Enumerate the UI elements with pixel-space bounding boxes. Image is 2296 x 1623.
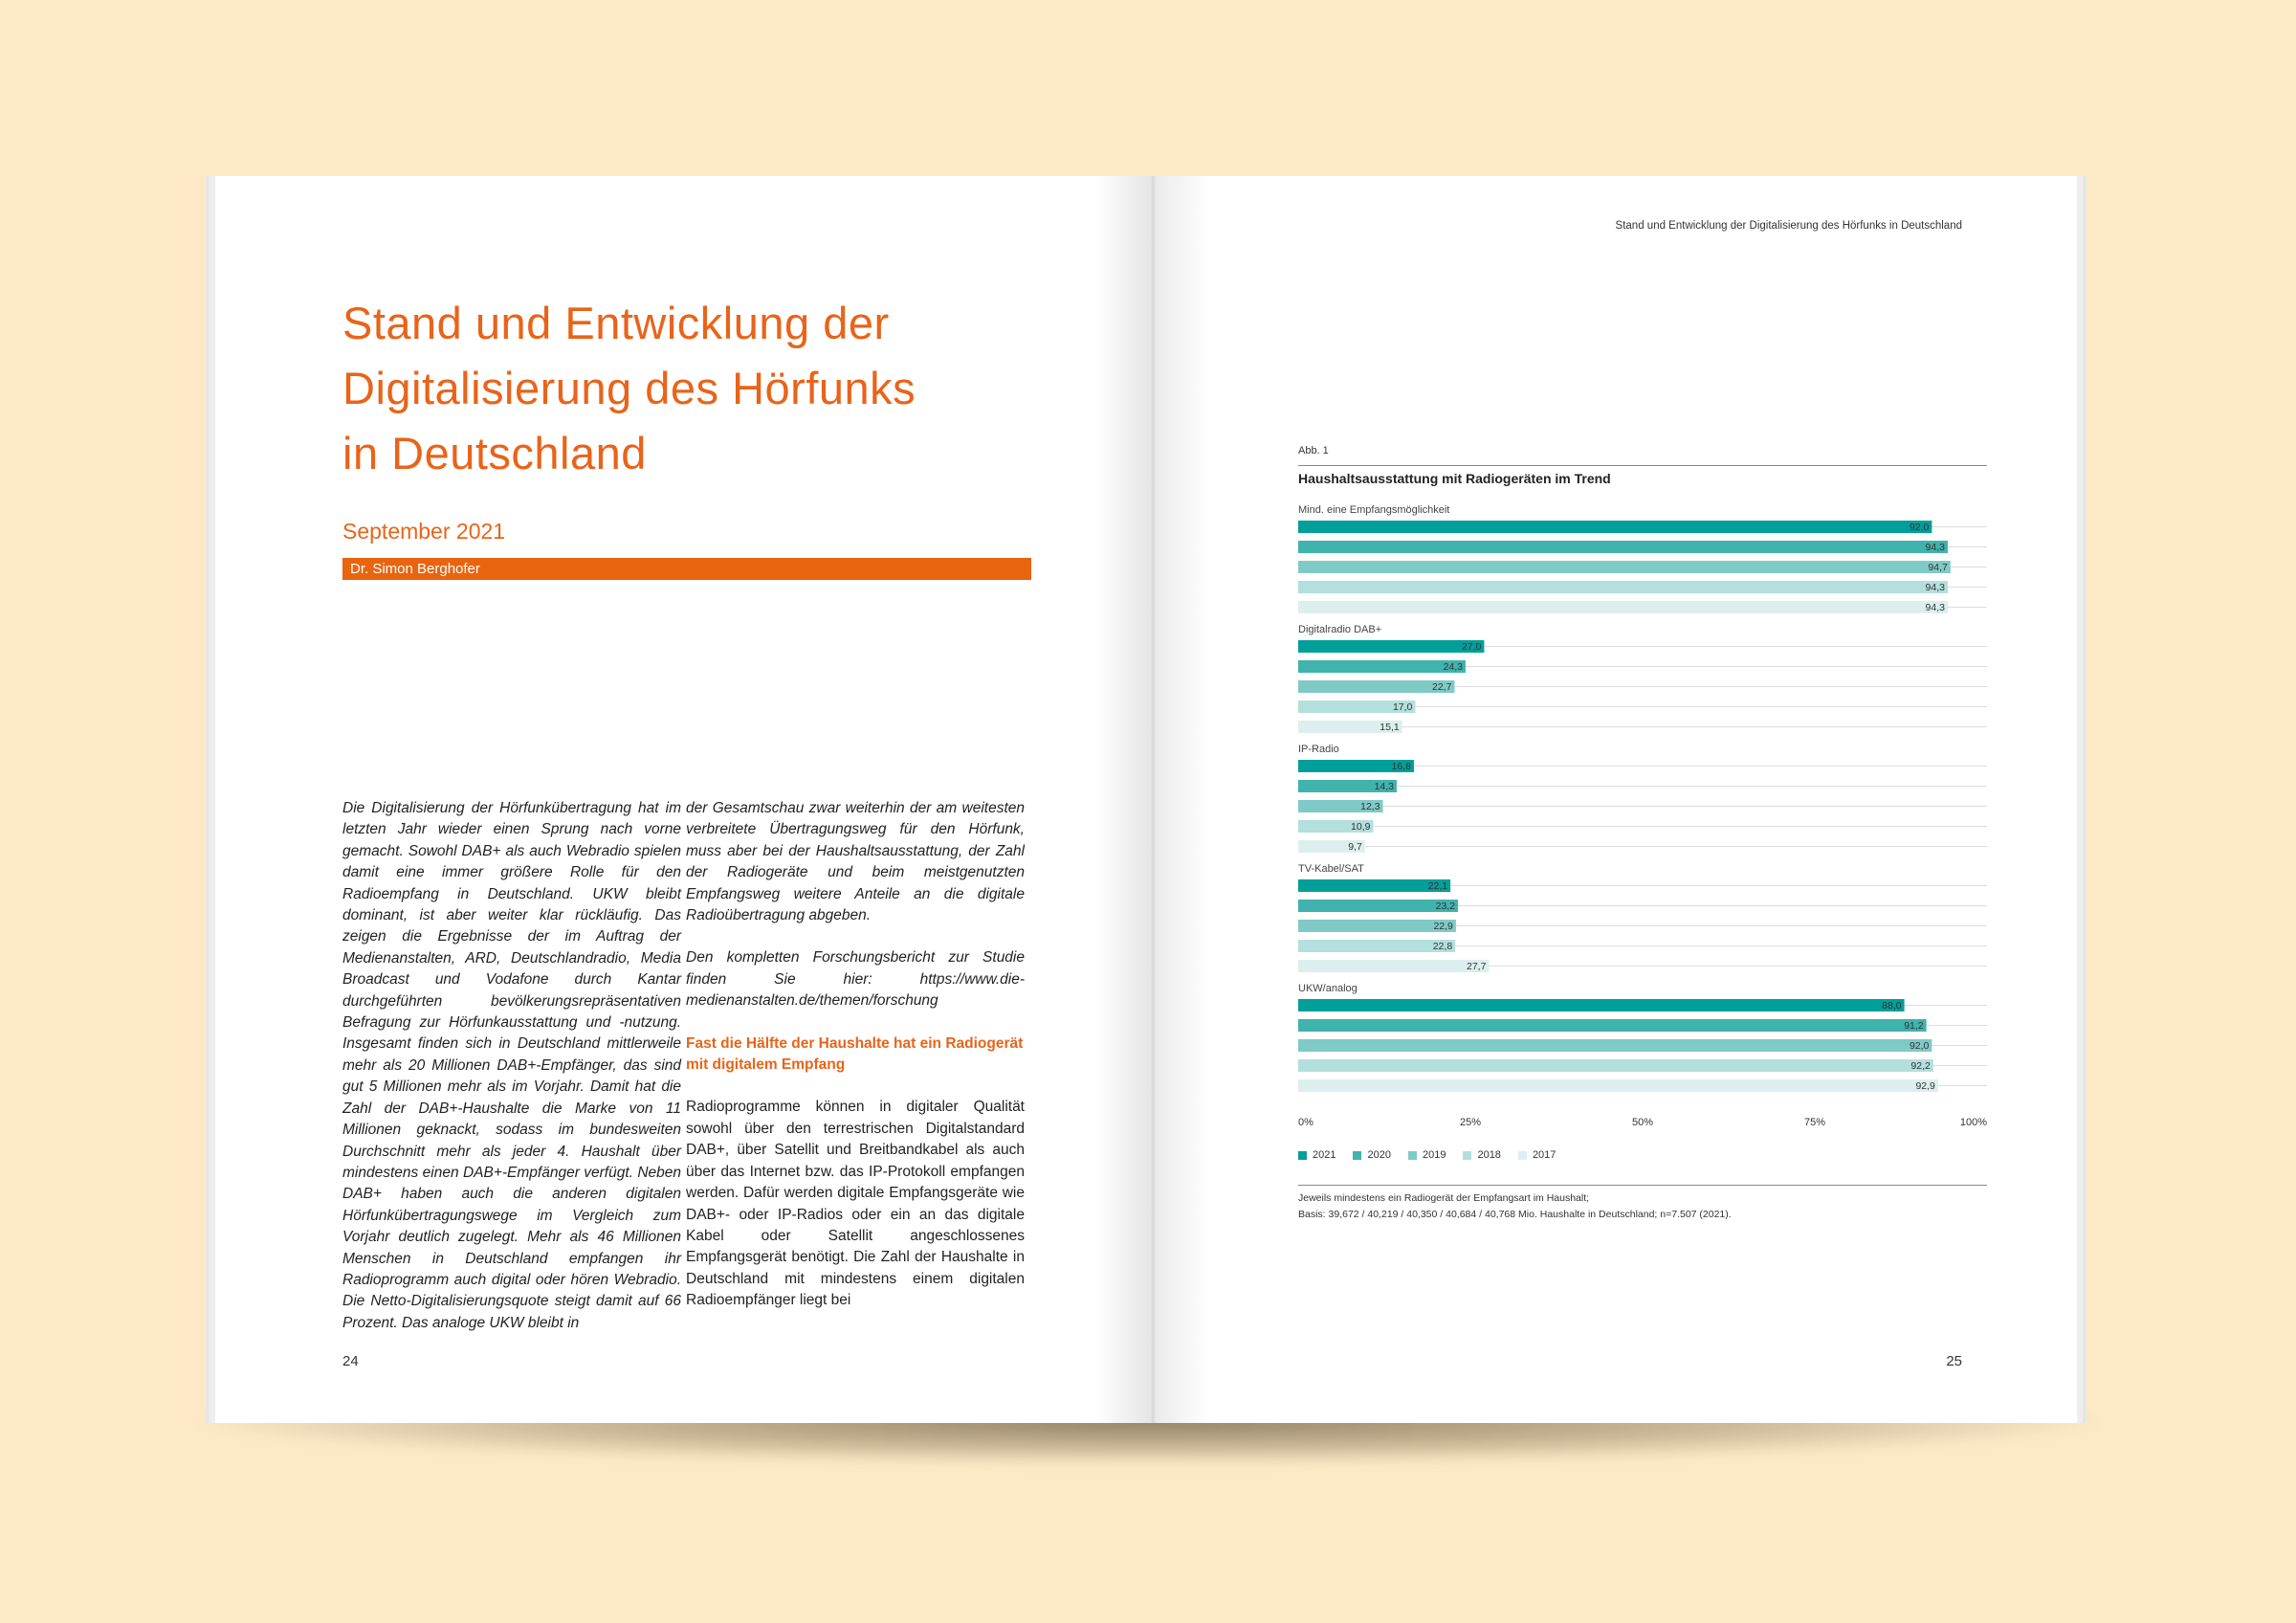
bar-2017	[1298, 1079, 1938, 1092]
data-label: 22,8	[1432, 941, 1453, 952]
data-label: 92,0	[1909, 1040, 1930, 1052]
running-head: Stand und Entwicklung der Digitalisierung des Hörfunks in Deutschland	[1615, 220, 1962, 232]
bar-chart	[1143, 176, 2077, 1152]
data-label: 27,0	[1461, 641, 1482, 653]
bar-2020	[1298, 541, 1948, 553]
x-tick-label: 0%	[1298, 1117, 1314, 1128]
legend-item	[1353, 1149, 1390, 1161]
bar-2017	[1298, 960, 1489, 972]
body-paragraph: Radioprogramme können in digitaler Qualität sowohl über den terrestrischen Digitalstandard DAB+, über Satellit und Breitbandkabel als auch über das Internet bzw. das IP-Protokoll empfangen werden. Dafür werden digitale Empfangsgeräte wie DAB+- oder IP-Radios oder ein an das digitale Kabel oder Satellit angeschlossenes Empfangsgerät benötigt. Die Zahl der Haushalte in Deutschland mit mindestens einem digitalen Radioempfänger liegt bei	[686, 1099, 1025, 1309]
right-page	[1143, 176, 2077, 1423]
legend-swatch	[1298, 1151, 1307, 1160]
bar-2018	[1298, 940, 1455, 952]
group-label: UKW/analog	[1298, 983, 1358, 994]
data-label: 94,3	[1925, 582, 1945, 593]
x-tick-label: 25%	[1459, 1117, 1482, 1128]
data-label: 23,2	[1435, 900, 1456, 912]
footnote-line: Jeweils mindestens ein Radiogerät der Empfangsart im Haushalt;	[1298, 1192, 1590, 1204]
bar-2017	[1298, 601, 1948, 613]
data-label: 16,8	[1391, 761, 1411, 772]
legend-swatch	[1463, 1151, 1471, 1160]
publication-date: September 2021	[342, 519, 506, 544]
title-line: in Deutschland	[342, 428, 647, 478]
bar-2019	[1298, 561, 1951, 573]
figure-label: Abb. 1	[1298, 445, 1329, 456]
article-title	[342, 291, 1089, 486]
data-label: 9,7	[1348, 841, 1362, 853]
title-line: Stand und Entwicklung der	[342, 298, 890, 348]
figure-footnote	[1298, 1190, 1987, 1223]
legend-item	[1463, 1149, 1500, 1161]
data-label: 22,7	[1432, 681, 1452, 693]
intro-paragraph-continued: der Gesamtschau zwar weiterhin der am weitesten verbreitete Übertragungsweg für den Hörfunk, muss aber bei der Haushaltsausstattung, der Zahl der Radiogeräte und beim meistgenutzten Empfangsweg weitere Anteile an die digitale Radioübertragung abgeben.	[686, 800, 1025, 924]
chart-legend	[1298, 1149, 1556, 1161]
group-label: IP-Radio	[1298, 744, 1339, 755]
group-label: TV-Kabel/SAT	[1298, 863, 1364, 875]
data-label: 15,1	[1380, 722, 1400, 733]
legend-item	[1408, 1149, 1446, 1161]
legend-item	[1518, 1149, 1556, 1161]
legend-label: 2020	[1367, 1149, 1391, 1161]
bar-2020	[1298, 900, 1458, 912]
legend-label: 2021	[1313, 1149, 1336, 1161]
title-line: Digitalisierung des Hörfunks	[342, 363, 916, 413]
x-tick-label: 75%	[1803, 1117, 1826, 1128]
bar-2018	[1298, 581, 1948, 593]
research-link-paragraph: Den kompletten Forschungsbericht zur Studie finden Sie hier: https://www.die-medienanstalten.de/themen/forschung	[686, 949, 1025, 1010]
section-subheading: Fast die Hälfte der Haushalte hat ein Radiogerät mit digitalem Empfang	[686, 1034, 1024, 1074]
data-label: 94,3	[1925, 602, 1945, 613]
data-label: 92,2	[1910, 1060, 1931, 1072]
bar-2019	[1298, 1039, 1932, 1052]
footnote-line: Basis: 39,672 / 40,219 / 40,350 / 40,684 / 40,768 Mio. Haushalte in Deutschland; n=7.507 (2021).	[1298, 1209, 1732, 1220]
x-tick-label: 100%	[1959, 1117, 1987, 1128]
text-column-2	[686, 798, 1025, 1333]
bar-2021	[1298, 640, 1484, 653]
data-label: 14,3	[1374, 781, 1394, 792]
legend-label: 2019	[1422, 1149, 1446, 1161]
group-label: Mind. eine Empfangsmöglichkeit	[1298, 504, 1450, 516]
data-label: 22,1	[1427, 880, 1448, 892]
data-label: 22,9	[1433, 921, 1453, 932]
data-label: 10,9	[1351, 821, 1371, 833]
data-label: 91,2	[1904, 1020, 1924, 1032]
bar-2019	[1298, 680, 1454, 693]
data-label: 94,3	[1925, 542, 1945, 553]
text-column-1	[342, 798, 681, 1355]
data-label: 94,7	[1928, 562, 1948, 573]
bar-2020	[1298, 1019, 1927, 1032]
book-spread	[206, 176, 2090, 1423]
bar-2019	[1298, 920, 1456, 932]
legend-swatch	[1408, 1151, 1417, 1160]
intro-paragraph: Die Digitalisierung der Hörfunkübertragung hat im letzten Jahr wieder einen Sprung nach vorne gemacht. Sowohl DAB+ als auch Webradio spielen damit eine immer größere Rolle für den Radioempfang in Deutschland. UKW bleibt dominant, ist aber weiter klar rückläufig. Das zeigen die Ergebnisse der im Auftrag der Medienanstalten, ARD, Deutschlandradio, Media Broadcast und Vodafone durch Kantar durchgeführten bevölkerungsrepräsentativen Befragung zur Hörfunkausstattung und -nutzung. Insgesamt finden sich in Deutschland mittlerweile mehr als 20 Millionen DAB+-Empfänger, das sind gut 5 Millionen mehr als im Vorjahr. Damit hat die Zahl der DAB+-Haushalte die Marke von 11 Millionen geknackt, sodass im bundesweiten Durchschnitt mehr als jeder 4. Haushalt über mindestens einen DAB+-Empfänger verfügt. Neben DAB+ haben auch die anderen digitalen Hörfunkübertragungswege im Vergleich zum Vorjahr deutlich zugelegt. Mehr als 46 Millionen Menschen in Deutschland empfangen ihr Radioprogramm auch digital oder hören Webradio. Die Netto-Digitalisierungsquote steigt damit auf 66 Prozent. Das analoge UKW bleibt in	[342, 800, 681, 1331]
data-label: 12,3	[1360, 801, 1380, 812]
page-number: 25	[1946, 1353, 1962, 1369]
data-label: 92,9	[1915, 1080, 1935, 1092]
data-label: 27,7	[1467, 961, 1487, 972]
data-label: 88,0	[1882, 1000, 1902, 1012]
bar-2018	[1298, 1059, 1933, 1072]
legend-label: 2018	[1477, 1149, 1501, 1161]
bar-2021	[1298, 521, 1932, 533]
bar-2021	[1298, 999, 1905, 1012]
legend-item	[1298, 1149, 1336, 1161]
x-tick-label: 50%	[1631, 1117, 1654, 1128]
page-number: 24	[342, 1353, 359, 1369]
legend-swatch	[1518, 1151, 1527, 1160]
author-bar: Dr. Simon Berghofer	[342, 558, 1031, 580]
data-label: 24,3	[1443, 661, 1463, 673]
group-label: Digitalradio DAB+	[1298, 624, 1382, 635]
legend-swatch	[1353, 1151, 1361, 1160]
figure-rule	[1298, 1185, 1987, 1186]
figure-title: Haushaltsausstattung mit Radiogeräten im Trend	[1298, 471, 1611, 486]
data-label: 92,0	[1909, 522, 1930, 533]
left-page	[215, 176, 1155, 1423]
data-label: 17,0	[1392, 701, 1413, 713]
legend-label: 2017	[1532, 1149, 1556, 1161]
bar-2020	[1298, 660, 1466, 673]
